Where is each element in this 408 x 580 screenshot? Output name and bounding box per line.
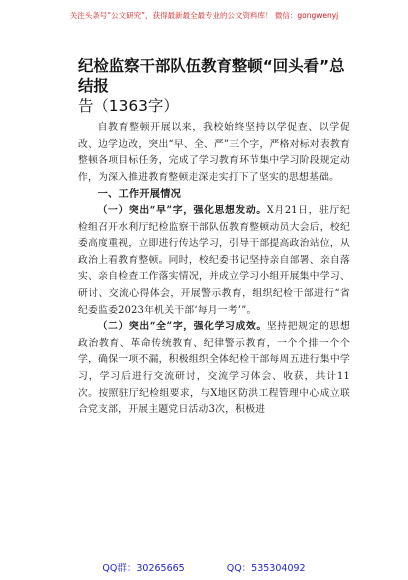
qq-contact-link[interactable]: QQ：535304092 bbox=[226, 563, 306, 574]
paragraph-lead: （一）突出“早”字，强化思想发动。 bbox=[97, 204, 267, 216]
title-line-2: 告（1363字） bbox=[78, 97, 179, 115]
body-paragraph: 自教育整顿开展以来，我校始终坚持以学促查、以学促改、边学边改，突出“早、全、严”三个字，严格对标对表教育整顿各项目标任务，完成了学习教育环节集中学习阶段规定动作，为深入推进教育整顿走深走实打下了坚实的思想基础。 bbox=[78, 122, 350, 183]
footer-contact bbox=[0, 560, 408, 578]
paragraph-lead: （二）突出“全”字，强化学习成效。 bbox=[97, 321, 267, 333]
body-paragraph bbox=[78, 203, 350, 319]
header-banner bbox=[0, 0, 408, 30]
document-title bbox=[78, 56, 350, 116]
body-paragraph bbox=[78, 319, 350, 419]
document-body bbox=[78, 120, 350, 419]
banner-text: 关注头条号“公文研究”，获得最新最全最专业的公文资料库！ 微信：gongwenyj bbox=[69, 10, 339, 20]
title-line-1: 纪检监察干部队伍教育整顿“回头看”总结报 bbox=[78, 57, 345, 95]
paragraph-text: 坚持把规定的思想政治教育、革命传统教育、纪律警示教育，一个个排一个个学，确保一项不漏，积极组织全体纪检干部每周五进行集中学习，学习后进行交流研讨，交流学习体会、收获，共计11次。按照驻厅纪检组要求，与X地区防洪工程管理中心成立联合党支部，开展主题党日活动3次，积极进 bbox=[78, 321, 351, 416]
paragraph-text: X月21日，驻厅纪检组召开水利厅纪检监察干部队伍教育整顿动员大会后，校纪委高度重视，立即进行传达学习，引导干部提高政治站位，从政治上看教育整顿。同时，校纪委书记坚持亲自部署、亲自落实、亲自检查工作落实情况，并成立学习小组开展集中学习、研讨、交流心得体会，开展警示教育，组织纪检干部进行“省纪委监委2023年机关干部‘每月一考’”。 bbox=[78, 204, 350, 316]
qq-group-link[interactable]: QQ群：30265665 bbox=[102, 563, 185, 574]
section-heading: 一、工作开展情况 bbox=[97, 188, 182, 201]
document-page bbox=[78, 56, 350, 419]
